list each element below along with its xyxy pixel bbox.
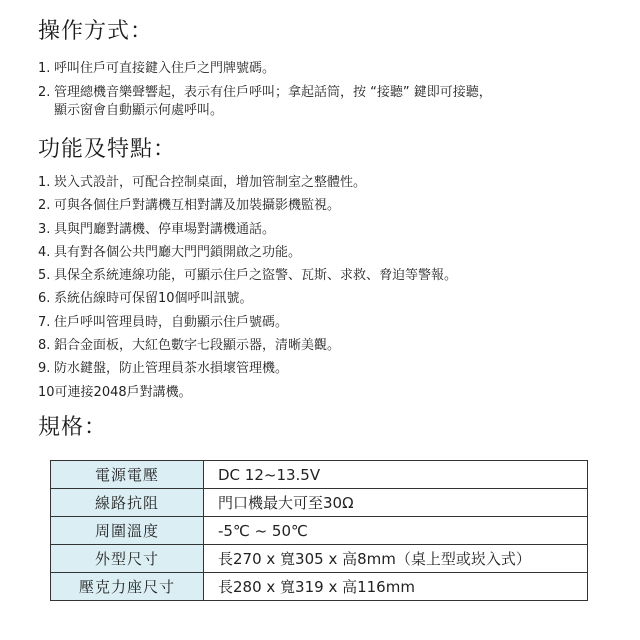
item-text: 防水鍵盤，防止管理員茶水損壞管理機。	[54, 361, 289, 377]
operation-list	[38, 60, 620, 126]
list-item	[38, 221, 620, 244]
item-text: 系統佔線時可保留10個呼叫訊號。	[54, 291, 253, 307]
spec-value: -5℃ ~ 50℃	[204, 517, 588, 545]
item-number: 1.	[38, 61, 51, 76]
list-item	[38, 244, 620, 267]
spec-value: 長270 x 寬305 x 高8mm（桌上型或崁入式）	[204, 545, 588, 573]
features-heading: 功能及特點：	[38, 137, 177, 162]
operation-heading: 操作方式：	[38, 19, 154, 44]
spec-label: 線路抗阻	[51, 489, 204, 517]
spec-value: 門口機最大可至30Ω	[204, 489, 588, 517]
list-item	[38, 84, 620, 120]
item-number: 9.	[38, 361, 51, 377]
item-text: 崁入式設計，可配合控制桌面，增加管制室之整體性。	[54, 175, 367, 190]
list-item	[38, 60, 620, 78]
item-text: 具與門廳對講機、停車場對講機通話。	[54, 221, 276, 237]
spec-label: 周圍溫度	[51, 517, 204, 545]
spec-label: 電源電壓	[51, 461, 204, 489]
table-row	[51, 489, 588, 517]
item-number: 3.	[38, 221, 51, 237]
item-text-continued: 顯示窗會自動顯示何處呼叫。	[54, 103, 224, 118]
list-item	[38, 197, 620, 220]
spec-value: DC 12~13.5V	[204, 461, 588, 489]
list-item	[38, 267, 620, 290]
item-number: 7.	[38, 314, 51, 330]
table-row	[51, 573, 588, 601]
spec-table	[50, 460, 588, 601]
spec-label: 外型尺寸	[51, 545, 204, 573]
list-item	[38, 384, 620, 407]
item-number: 1.	[38, 175, 51, 190]
item-number: 8.	[38, 338, 51, 354]
item-text: 具保全系統連線功能，可顯示住戶之盜警、瓦斯、求救、脅迫等警報。	[54, 268, 458, 284]
specs-heading: 規格：	[38, 415, 108, 440]
list-item	[38, 290, 620, 313]
list-item	[38, 360, 620, 383]
features-list	[38, 174, 620, 407]
item-text: 住戶呼叫管理員時，自動顯示住戶號碼。	[54, 314, 289, 330]
spec-value: 長280 x 寬319 x 高116mm	[204, 573, 588, 601]
item-number: 5.	[38, 268, 51, 284]
item-text: 管理總機音樂聲響起，表示有住戶呼叫；拿起話筒，按 “接聽” 鍵即可接聽，	[54, 85, 492, 100]
list-item	[38, 174, 620, 197]
item-number: 6.	[38, 291, 51, 307]
item-text: 可與各個住戶對講機互相對講及加裝攝影機監視。	[54, 198, 341, 214]
table-row	[51, 545, 588, 573]
item-text: 10可連接2048戶對講機。	[38, 384, 192, 400]
item-text: 具有對各個公共門廳大門門鎖開啟之功能。	[54, 244, 302, 260]
item-number: 2.	[38, 198, 51, 214]
spec-label: 壓克力座尺寸	[51, 573, 204, 601]
list-item	[38, 337, 620, 360]
item-text: 呼叫住戶可直接鍵入住戶之門牌號碼。	[54, 61, 276, 76]
item-text: 鋁合金面板，大紅色數字七段顯示器，清晰美觀。	[54, 338, 341, 354]
table-row	[51, 461, 588, 489]
item-number: 4.	[38, 244, 51, 260]
list-item	[38, 314, 620, 337]
table-row	[51, 517, 588, 545]
item-number: 2.	[38, 85, 51, 100]
